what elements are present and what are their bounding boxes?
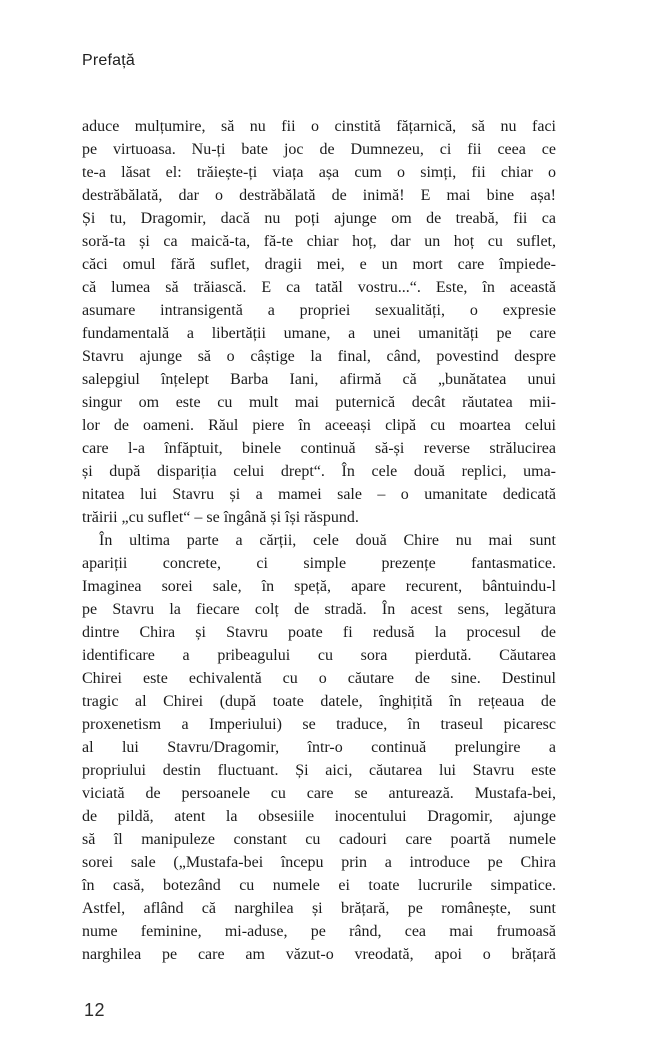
text-line: pe Stavru la fiecare colț de stradă. În acest sens, legătura — [82, 601, 556, 618]
text-line: trăirii „cu suflet“ – se îngână și își răspund. — [82, 509, 359, 526]
text-line: Stavru ajunge să o câștige la final, când, povestind despre — [82, 348, 556, 365]
text-line: dintre Chira și Stavru poate fi redusă la procesul de — [82, 624, 556, 641]
text-line: tragic al Chirei (după toate datele, înghițită în rețeaua de — [82, 693, 556, 710]
text-line: soră-ta și ca maică-ta, fă-te chiar hoț, dar un hoț cu suflet, — [82, 233, 556, 250]
text-line: Și tu, Dragomir, dacă nu poți ajunge om de treabă, fii ca — [82, 210, 556, 227]
text-line: în casă, botezând cu numele ei toate lucrurile simpatice. — [82, 877, 556, 894]
text-line: destrăbălată, dar o destrăbălată de inimă! E mai bine așa! — [82, 187, 556, 204]
page-number: 12 — [84, 1000, 106, 1020]
text-line: identificare a pribeagului cu sora pierdută. Căutarea — [82, 647, 556, 664]
text-line: aduce mulțumire, să nu fii o cinstită fățarnică, să nu faci — [82, 118, 556, 135]
text-line: apariții concrete, ci simple prezențe fantasmatice. — [82, 555, 556, 572]
text-line: propriului destin fluctuant. Și aici, căutarea lui Stavru este — [82, 762, 556, 779]
paragraph — [82, 529, 556, 966]
text-line: sorei sale („Mustafa-bei începu prin a introduce pe Chira — [82, 854, 556, 871]
text-line: și după dispariția celui drept“. În cele două replici, uma- — [82, 463, 556, 480]
text-line: viciată de persoanele cu care se anturează. Mustafa-bei, — [82, 785, 556, 802]
text-line: În ultima parte a cărții, cele două Chire nu mai sunt — [99, 532, 556, 549]
text-line: te-a lăsat el: trăiește-ți viața așa cum o simți, fii chiar o — [82, 164, 556, 181]
text-line: Imaginea sorei sale, în speță, apare recurent, bântuindu-l — [82, 578, 556, 595]
text-line: narghilea pe care am văzut-o vreodată, apoi o brățară — [82, 946, 556, 963]
text-line: care l-a înfăptuit, binele continuă să-și reverse strălucirea — [82, 440, 556, 457]
text-line: singur om este cu mult mai puternică decât răutatea mii- — [82, 394, 556, 411]
text-line: proxenetism a Imperiului) se traduce, în traseul picaresc — [82, 716, 556, 733]
text-line: lor de oameni. Răul piere în aceeași clipă cu moartea celui — [82, 417, 556, 434]
text-line: fundamentală a libertății umane, a unei umanități pe care — [82, 325, 556, 342]
running-header: Prefață — [82, 52, 135, 69]
body-text — [82, 115, 556, 966]
text-line: asumare intransigentă a propriei sexualități, o expresie — [82, 302, 556, 319]
text-line: Chirei este echivalentă cu o căutare de sine. Destinul — [82, 670, 556, 687]
text-line: căci omul fără suflet, dragii mei, e un mort care împiede- — [82, 256, 556, 273]
text-line: al lui Stavru/Dragomir, într-o continuă prelungire a — [82, 739, 556, 756]
text-line: nitatea lui Stavru și a mamei sale – o umanitate dedicată — [82, 486, 556, 503]
text-line: salepgiul înțelept Barba Iani, afirmă că „bunătatea unui — [82, 371, 556, 388]
text-line: că lumea să trăiască. E ca tatăl vostru...“. Este, în această — [82, 279, 556, 296]
text-line: Astfel, aflând că narghilea și brățară, pe românește, sunt — [82, 900, 556, 917]
text-line: nume feminine, mi-aduse, pe rând, cea mai frumoasă — [82, 923, 556, 940]
paragraph — [82, 115, 556, 529]
text-line: pe virtuoasa. Nu-ți bate joc de Dumnezeu, ci fii ceea ce — [82, 141, 556, 158]
text-line: să îl manipuleze constant cu cadouri care poartă numele — [82, 831, 556, 848]
text-line: de pildă, atent la obsesiile inocentului Dragomir, ajunge — [82, 808, 556, 825]
